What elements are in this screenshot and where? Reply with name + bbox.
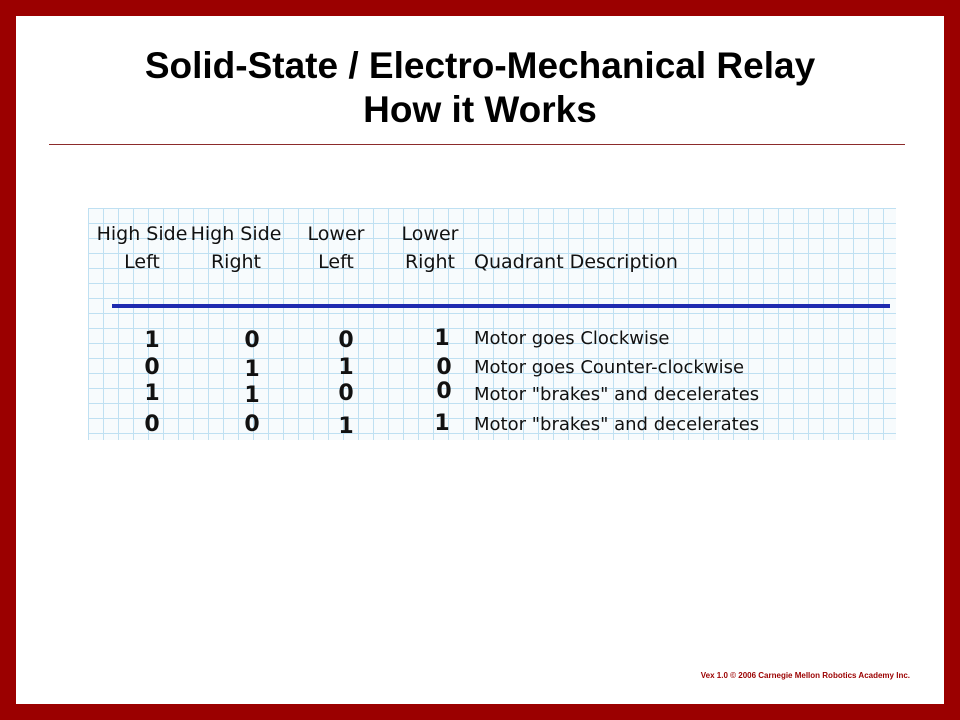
cell-high-right: 0	[244, 412, 260, 437]
header-line: Left	[124, 251, 160, 273]
header-quadrant-description: Quadrant Description	[474, 251, 678, 273]
slide-title	[16, 44, 944, 132]
cell-lower-right: 0	[436, 355, 452, 380]
cell-lower-left: 1	[338, 414, 354, 439]
header-high-side-right	[188, 220, 284, 276]
header-line: High Side	[96, 223, 188, 245]
header-rule	[112, 304, 890, 308]
title-line-1: Solid-State / Electro-Mechanical Relay	[144, 45, 816, 86]
cell-high-left: 1	[144, 381, 160, 406]
row-description: Motor goes Counter-clockwise	[474, 357, 745, 378]
cell-lower-right: 1	[434, 411, 450, 436]
header-line: High Side	[190, 223, 282, 245]
cell-high-left: 0	[144, 412, 160, 437]
row-description: Motor goes Clockwise	[474, 328, 670, 349]
cell-lower-left: 0	[338, 381, 354, 406]
row-description: Motor "brakes" and decelerates	[474, 414, 760, 435]
cell-high-left: 1	[144, 328, 160, 353]
truth-table	[88, 208, 896, 440]
cell-lower-right: 0	[436, 379, 452, 404]
slide	[16, 16, 944, 704]
cell-high-right: 0	[244, 328, 260, 353]
cell-lower-left: 1	[338, 355, 354, 380]
title-divider	[49, 144, 905, 145]
header-line: Lower	[401, 223, 459, 245]
cell-high-left: 0	[144, 355, 160, 380]
header-high-side-left	[94, 220, 190, 276]
header-line: Right	[404, 251, 456, 273]
header-line: Lower	[307, 223, 365, 245]
title-line-2: How it Works	[363, 89, 597, 130]
row-description: Motor "brakes" and decelerates	[474, 384, 760, 405]
header-lower-right	[394, 220, 466, 276]
header-line: Right	[210, 251, 262, 273]
header-line: Left	[318, 251, 354, 273]
cell-lower-left: 0	[338, 328, 354, 353]
cell-lower-right: 1	[434, 326, 450, 351]
cell-high-right: 1	[244, 383, 260, 408]
header-lower-left	[300, 220, 372, 276]
footer-copyright: Vex 1.0 © 2006 Carnegie Mellon Robotics Academy Inc.	[700, 671, 910, 680]
cell-high-right: 1	[244, 357, 260, 382]
